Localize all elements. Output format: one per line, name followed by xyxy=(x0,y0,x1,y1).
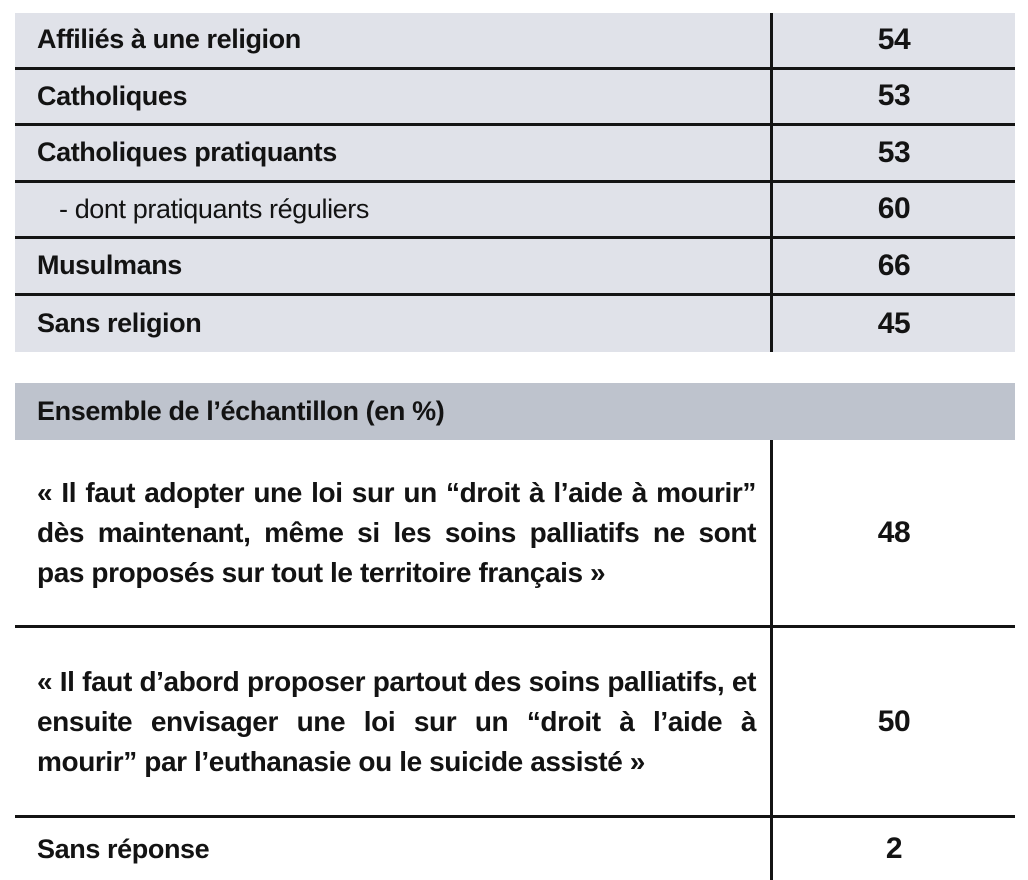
table-row xyxy=(15,440,1015,628)
sample-header: Ensemble de l’échantillon (en %) xyxy=(15,383,1015,440)
row-value: 53 xyxy=(877,135,911,169)
statement-text: « Il faut d’abord proposer partout des soins palliatifs, et ensuite envisager une loi sur un “droit à l’aide à mourir” par l’euthanasie ou le suicide assisté » xyxy=(37,665,756,777)
row-value: 60 xyxy=(877,192,911,226)
statements-table xyxy=(15,440,1015,880)
row-label: Sans réponse xyxy=(15,818,773,880)
row-label: Catholiques xyxy=(15,70,773,124)
table-row-sub xyxy=(15,183,1015,240)
table-row xyxy=(15,126,1015,183)
table-row xyxy=(15,13,1015,70)
row-label: Sans religion xyxy=(15,296,773,352)
row-label xyxy=(15,628,773,815)
row-label xyxy=(15,440,773,625)
row-value: 66 xyxy=(877,248,911,282)
row-value: 53 xyxy=(877,79,911,113)
row-value: 48 xyxy=(877,515,911,549)
table-row xyxy=(15,70,1015,127)
row-value: 50 xyxy=(877,704,911,738)
row-value: 45 xyxy=(877,306,911,340)
row-label: Affiliés à une religion xyxy=(15,13,773,67)
table-row xyxy=(15,239,1015,296)
row-value: 2 xyxy=(885,832,903,865)
statement-text: « Il faut adopter une loi sur un “droit à l’aide à mourir” dès maintenant, même si les soins palliatifs ne sont pas proposés sur tout le territoire français » xyxy=(37,476,756,588)
religion-table xyxy=(15,13,1015,352)
row-value: 54 xyxy=(877,22,911,56)
row-label: Musulmans xyxy=(15,239,773,293)
table-row xyxy=(15,628,1015,818)
table-row xyxy=(15,818,1015,880)
row-label: - dont pratiquants réguliers xyxy=(15,183,773,237)
table-row xyxy=(15,296,1015,352)
row-label: Catholiques pratiquants xyxy=(15,126,773,180)
